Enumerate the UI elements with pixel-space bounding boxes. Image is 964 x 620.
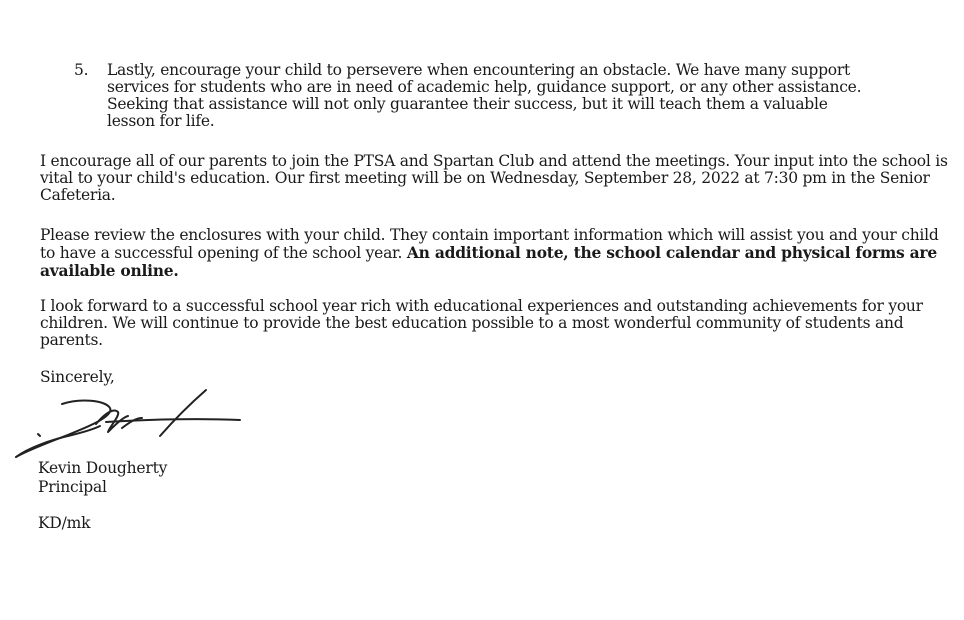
signer-name: Kevin Dougherty [38, 459, 168, 477]
paragraph-outlook: I look forward to a successful school year rich with educational experiences and outstanding achievements for your children. We will continue to provide the best education possible to a most wonderful community of students and parents. [40, 297, 923, 349]
paragraph-enclosures-text: Please review the enclosures with your child. They contain important information which will assist you and your child to have a successful opening of the school year. [40, 226, 939, 262]
typist-initials: KD/mk [38, 514, 91, 532]
closing-salutation: Sincerely, [40, 368, 115, 386]
list-item-text: Lastly, encourage your child to persevere when encountering an obstacle. We have many support services for students who are in need of academic help, guidance support, or any other assistance. Seeking that assistance will not only guarantee their success, but it will teach them a valuable lesson for life. [107, 61, 862, 130]
paragraph-ptsa: I encourage all of our parents to join the PTSA and Spartan Club and attend the meetings. Your input into the school is vital to your child's education. Our first meeting will be on Wednesday, September 28, 2022 at 7:30 pm in the Senior Cafeteria. [40, 152, 948, 204]
paragraph-enclosures-bold-note: An additional note, the school calendar and physical forms are available online. [40, 243, 937, 280]
list-item-number: 5. [74, 61, 89, 79]
signer-title: Principal [38, 478, 107, 496]
paragraph-enclosures [40, 227, 952, 280]
list-item-5 [74, 62, 874, 130]
handwritten-signature [10, 382, 250, 468]
